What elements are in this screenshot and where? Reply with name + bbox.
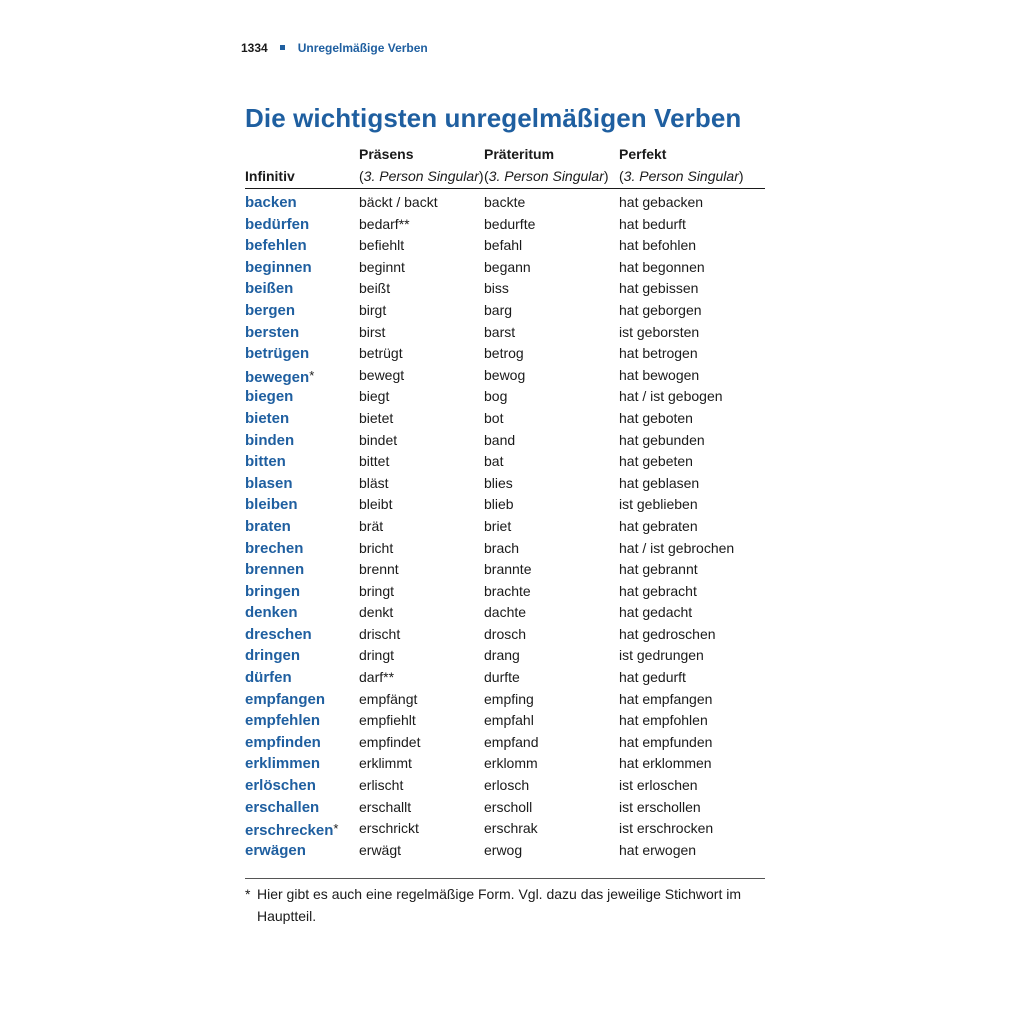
header-present: Präsens	[359, 146, 414, 162]
verb-infinitive-text: erwägen	[245, 841, 306, 859]
verb-infinitive-text: bersten	[245, 323, 300, 341]
verb-present: beißt	[359, 280, 391, 297]
verb-perfect: hat geboten	[619, 409, 693, 426]
footnote-marker: *	[333, 821, 339, 837]
verb-perfect: ist geblieben	[619, 496, 698, 513]
verb-infinitive-text: brechen	[245, 539, 304, 557]
table-row	[0, 840, 1024, 862]
verb-perfect: ist erschollen	[619, 798, 701, 815]
verb-present: brät	[359, 517, 384, 534]
verb-infinitive-text: dürfen	[245, 669, 292, 687]
verb-infinitive	[245, 516, 291, 538]
verb-preterite: bewog	[484, 366, 526, 383]
header-preterite: Präteritum	[484, 146, 555, 162]
verb-infinitive-text: biegen	[245, 388, 294, 406]
verb-preterite: bedurfte	[484, 215, 536, 232]
verb-perfect: hat geblasen	[619, 474, 700, 491]
table-row	[0, 602, 1024, 624]
verb-present: bedarf**	[359, 215, 410, 232]
verb-infinitive	[245, 775, 316, 797]
footnote-star: *	[245, 886, 251, 902]
verb-infinitive	[245, 235, 307, 257]
verb-infinitive	[245, 559, 304, 581]
verb-infinitive	[245, 365, 314, 387]
verb-infinitive	[245, 473, 293, 495]
verb-preterite: drang	[484, 647, 520, 664]
verb-present: dringt	[359, 647, 395, 664]
table-row	[0, 235, 1024, 257]
verb-present: denkt	[359, 604, 394, 621]
verb-present: bindet	[359, 431, 398, 448]
verb-preterite: erscholl	[484, 798, 533, 815]
header-preterite-sub: (3. Person Singular)	[484, 168, 609, 184]
verb-present: birgt	[359, 301, 387, 318]
verb-perfect: ist erschrocken	[619, 820, 714, 837]
verb-infinitive-text: bleiben	[245, 496, 298, 514]
verb-infinitive	[245, 840, 306, 862]
table-row	[0, 430, 1024, 452]
verb-infinitive-text: brennen	[245, 561, 305, 579]
verb-infinitive-text: erschrecken	[245, 822, 334, 840]
verb-infinitive-text: beißen	[245, 280, 294, 298]
verb-present: empfindet	[359, 733, 421, 750]
verb-perfect: hat bewogen	[619, 366, 700, 383]
table-row	[0, 278, 1024, 300]
verb-infinitive-text: bedürfen	[245, 215, 310, 233]
verb-perfect: hat gedurft	[619, 669, 686, 686]
verb-infinitive	[245, 645, 300, 667]
header-infinitive: Infinitiv	[245, 168, 295, 184]
verb-preterite: band	[484, 431, 516, 448]
verb-preterite: barst	[484, 323, 516, 340]
verb-perfect: hat erklommen	[619, 755, 712, 772]
table-row	[0, 408, 1024, 430]
verb-infinitive	[245, 581, 300, 603]
verb-preterite: dachte	[484, 604, 527, 621]
verb-preterite: bat	[484, 453, 504, 470]
header-present-subtitle: 3. Person Singular	[363, 168, 479, 184]
verb-preterite: blieb	[484, 496, 514, 513]
header-preterite-subtitle: 3. Person Singular	[488, 168, 604, 184]
verb-perfect: hat gedroschen	[619, 625, 716, 642]
verb-perfect: ist erloschen	[619, 777, 698, 794]
verb-infinitive	[245, 797, 319, 819]
verb-perfect: hat gebrannt	[619, 561, 698, 578]
verb-present: erschrickt	[359, 820, 419, 837]
verb-infinitive	[245, 689, 325, 711]
verb-infinitive-text: binden	[245, 431, 295, 449]
table-row	[0, 559, 1024, 581]
verb-infinitive	[245, 602, 298, 624]
verb-infinitive-text: betrügen	[245, 345, 310, 363]
table-row	[0, 516, 1024, 538]
verb-infinitive	[245, 710, 320, 732]
verb-perfect: hat / ist gebogen	[619, 388, 723, 405]
verb-infinitive-text: empfangen	[245, 690, 326, 708]
verb-infinitive	[245, 818, 338, 840]
verb-infinitive-text: blasen	[245, 474, 293, 492]
verb-perfect: hat gebeten	[619, 453, 693, 470]
verb-preterite: empfing	[484, 690, 534, 707]
verb-infinitive	[245, 430, 294, 452]
verb-infinitive	[245, 667, 292, 689]
verb-perfect: hat befohlen	[619, 237, 697, 254]
verb-preterite: erklomm	[484, 755, 538, 772]
verb-present: erschallt	[359, 798, 412, 815]
verb-perfect: hat empfangen	[619, 690, 713, 707]
verb-infinitive-text: bewegen	[245, 368, 310, 386]
table-row	[0, 797, 1024, 819]
verb-infinitive	[245, 732, 321, 754]
verb-preterite: brannte	[484, 561, 532, 578]
verb-present: bläst	[359, 474, 389, 491]
header-present-sub: (3. Person Singular)	[359, 168, 484, 184]
page-number: 1334	[241, 41, 268, 55]
verb-perfect: hat geborgen	[619, 301, 702, 318]
verb-infinitive-text: empfehlen	[245, 712, 321, 730]
verb-infinitive	[245, 192, 297, 214]
footnote-line-2: Hauptteil.	[257, 908, 317, 924]
table-row	[0, 451, 1024, 473]
verb-perfect: ist geborsten	[619, 323, 700, 340]
verb-perfect: hat begonnen	[619, 258, 705, 275]
verb-infinitive-text: bieten	[245, 409, 290, 427]
verb-present: bietet	[359, 409, 394, 426]
footnote	[245, 883, 765, 927]
verb-preterite: erschrak	[484, 820, 538, 837]
verb-perfect: hat erwogen	[619, 841, 697, 858]
verb-present: erklimmt	[359, 755, 412, 772]
table-row	[0, 300, 1024, 322]
table-row	[0, 192, 1024, 214]
verb-present: erwägt	[359, 841, 402, 858]
footnote-line-1	[245, 883, 765, 905]
verb-infinitive-text: befehlen	[245, 237, 307, 255]
table-row	[0, 645, 1024, 667]
verb-preterite: befahl	[484, 237, 523, 254]
verb-perfect: hat empfohlen	[619, 712, 708, 729]
footnote-marker: *	[309, 367, 315, 383]
verb-infinitive	[245, 538, 303, 560]
table-row	[0, 365, 1024, 387]
verb-perfect: hat gedacht	[619, 604, 693, 621]
header-rule	[245, 188, 765, 189]
table-row	[0, 732, 1024, 754]
verb-preterite: erwog	[484, 841, 523, 858]
verb-infinitive-text: denken	[245, 604, 298, 622]
verb-preterite: backte	[484, 194, 526, 210]
verb-present: bringt	[359, 582, 395, 599]
verb-perfect: hat gebracht	[619, 582, 697, 599]
header-perfect: Perfekt	[619, 146, 667, 162]
verb-infinitive	[245, 278, 293, 300]
verb-perfect: hat gebraten	[619, 517, 698, 534]
verb-present: bewegt	[359, 366, 405, 383]
verb-preterite: bog	[484, 388, 508, 405]
verb-present: empfängt	[359, 690, 418, 707]
verb-infinitive-text: bringen	[245, 582, 300, 600]
verb-table	[0, 192, 1024, 861]
verb-present: drischt	[359, 625, 401, 642]
verb-preterite: empfand	[484, 733, 539, 750]
verb-infinitive	[245, 322, 299, 344]
verb-preterite: begann	[484, 258, 531, 275]
verb-present: betrügt	[359, 345, 403, 362]
verb-present: birst	[359, 323, 386, 340]
verb-perfect: hat bedurft	[619, 215, 686, 232]
verb-present: empfiehlt	[359, 712, 416, 729]
verb-infinitive	[245, 300, 295, 322]
table-row	[0, 775, 1024, 797]
verb-infinitive	[245, 451, 286, 473]
verb-perfect: hat / ist gebrochen	[619, 539, 735, 556]
section-title: Unregelmäßige Verben	[297, 41, 428, 55]
header-perfect-sub: (3. Person Singular)	[619, 168, 744, 184]
verb-infinitive-text: erschallen	[245, 798, 320, 816]
verb-infinitive-text: bitten	[245, 453, 286, 471]
verb-perfect: hat gebissen	[619, 280, 699, 297]
table-row	[0, 473, 1024, 495]
verb-preterite: bot	[484, 409, 504, 426]
verb-preterite: brachte	[484, 582, 531, 599]
page-title: Die wichtigsten unregelmäßigen Verben	[245, 103, 742, 133]
table-row	[0, 710, 1024, 732]
verb-infinitive-text: dringen	[245, 647, 300, 665]
verb-infinitive-text: beginnen	[245, 258, 312, 276]
verb-infinitive-text: erlöschen	[245, 777, 316, 795]
table-row	[0, 257, 1024, 279]
header-perfect-subtitle: 3. Person Singular	[623, 168, 739, 184]
table-row	[0, 322, 1024, 344]
verb-present: beginnt	[359, 258, 405, 275]
table-row	[0, 818, 1024, 840]
verb-present: bleibt	[359, 496, 393, 513]
verb-present: darf**	[359, 669, 395, 686]
verb-infinitive	[245, 753, 320, 775]
table-row	[0, 624, 1024, 646]
table-row	[0, 494, 1024, 516]
verb-present: befiehlt	[359, 237, 405, 254]
table-row	[0, 753, 1024, 775]
verb-infinitive-text: braten	[245, 517, 291, 535]
square-bullet-icon	[280, 45, 285, 50]
table-row	[0, 581, 1024, 603]
verb-preterite: barg	[484, 301, 513, 318]
table-row	[0, 689, 1024, 711]
verb-preterite: brach	[484, 539, 520, 556]
verb-infinitive	[245, 624, 312, 646]
verb-infinitive	[245, 494, 298, 516]
table-row	[0, 386, 1024, 408]
verb-present: bricht	[359, 539, 394, 556]
verb-infinitive	[245, 257, 312, 279]
verb-infinitive	[245, 214, 309, 236]
verb-preterite: empfahl	[484, 712, 534, 729]
verb-present: erlischt	[359, 777, 404, 794]
verb-preterite: drosch	[484, 625, 527, 642]
verb-infinitive-text: erklimmen	[245, 755, 321, 773]
verb-infinitive	[245, 408, 289, 430]
verb-perfect: hat gebunden	[619, 431, 705, 448]
verb-preterite: briet	[484, 517, 512, 534]
verb-present: bittet	[359, 453, 390, 470]
verb-present: bäckt / backt	[359, 194, 438, 210]
verb-perfect: hat gebacken	[619, 194, 704, 210]
table-row	[0, 667, 1024, 689]
verb-present: biegt	[359, 388, 390, 405]
footnote-text-1: Hier gibt es auch eine regelmäßige Form. Vgl. dazu das jeweilige Stichwort im	[257, 886, 741, 902]
verb-infinitive	[245, 386, 293, 408]
verb-preterite: blies	[484, 474, 513, 491]
running-head	[241, 40, 428, 56]
table-row	[0, 538, 1024, 560]
table-row	[0, 214, 1024, 236]
table-row	[0, 343, 1024, 365]
verb-perfect: hat betrogen	[619, 345, 698, 362]
verb-preterite: biss	[484, 280, 509, 297]
verb-preterite: durfte	[484, 669, 520, 686]
verb-preterite: erlosch	[484, 777, 530, 794]
verb-preterite: betrog	[484, 345, 524, 362]
verb-perfect: ist gedrungen	[619, 647, 704, 664]
verb-infinitive-text: empfinden	[245, 733, 321, 751]
verb-perfect: hat empfunden	[619, 733, 713, 750]
verb-infinitive-text: backen	[245, 194, 297, 211]
verb-infinitive-text: dreschen	[245, 625, 312, 643]
verb-infinitive	[245, 343, 309, 365]
verb-infinitive-text: bergen	[245, 301, 296, 319]
verb-present: brennt	[359, 561, 399, 578]
footnote-rule	[245, 878, 765, 879]
